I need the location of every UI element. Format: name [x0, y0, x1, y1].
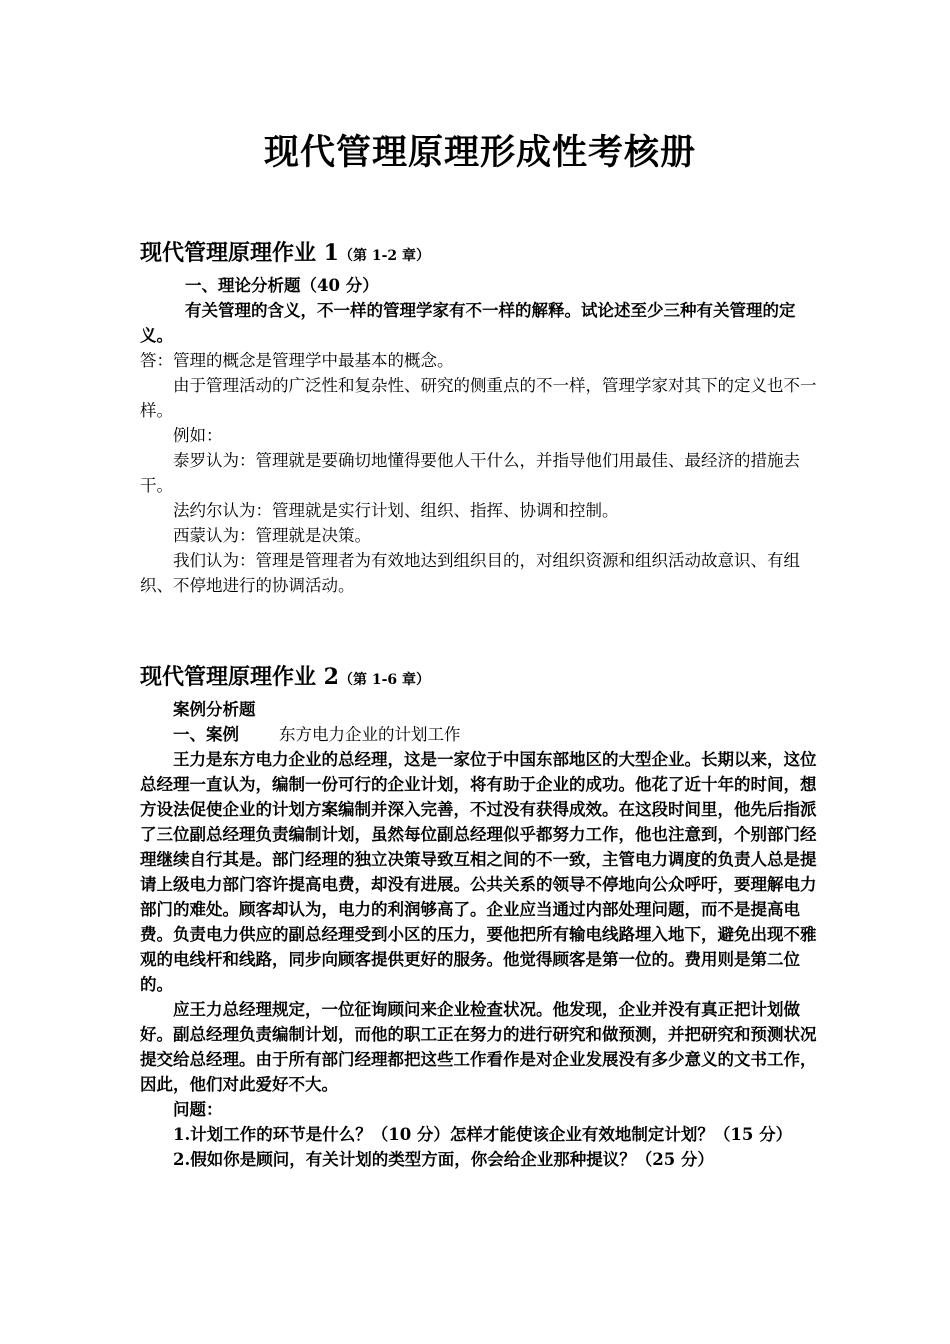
- assignment1-heading: [140, 236, 430, 267]
- answer-paragraph: 由于管理活动的广泛性和复杂性、研究的侧重点的不一样，管理学家对其下的定义也不一样。: [140, 376, 817, 420]
- assignment2-section: 案例分析题: [173, 700, 256, 719]
- case-title: 东方电力企业的计划工作: [279, 725, 461, 744]
- assignment2-heading-text: 现代管理原理作业 2: [140, 664, 339, 690]
- assignment1-body: [140, 273, 820, 598]
- question-item: 2.假如你是顾问，有关计划的类型方面，你会给企业那种提议？（25 分）: [173, 1150, 714, 1169]
- answer-paragraph: 我们认为：管理是管理者为有效地达到组织目的，对组织资源和组织活动故意识、有组织、不停地进行的协调活动。: [140, 551, 800, 595]
- answer-paragraph: 例如：: [173, 426, 223, 445]
- assignment2-body: [140, 697, 820, 1172]
- answer-paragraph: 西蒙认为：管理就是决策。: [173, 526, 371, 545]
- case-paragraph: 应王力总经理规定，一位征询顾问来企业检查状况。他发现，企业并没有真正把计划做好。副总经理负责编制计划，而他的职工正在努力的进行研究和做预测，并把研究和预测状况提交给总经理。由于所有部门经理都把这些工作看作是对企业发展没有多少意义的文书工作，因此，他们对此爱好不大。: [140, 1000, 817, 1094]
- document-title: 现代管理原理形成性考核册: [263, 132, 696, 173]
- assignment1-section: 一、理论分析题（40 分）: [185, 276, 379, 295]
- assignment1-question: 有关管理的含义，不一样的管理学家有不一样的解释。试论述至少三种有关管理的定义。: [140, 301, 796, 345]
- assignment1-heading-text: 现代管理原理作业 1: [140, 240, 339, 266]
- assignment2-heading: [140, 660, 430, 691]
- assignment1-chapter: （第 1-2 章）: [338, 248, 431, 264]
- answer-paragraph: 泰罗认为：管理就是要确切地懂得要他人干什么，并指导他们用最佳、最经济的措施去干。: [140, 451, 800, 495]
- case-label: 一、案例: [173, 725, 239, 744]
- case-paragraph: 王力是东方电力企业的总经理，这是一家位于中国东部地区的大型企业。长期以来，这位总经理一直认为，编制一份可行的企业计划，将有助于企业的成功。他花了近十年的时间，想方设法促使企业的计划方案编制并深入完善，不过没有获得成效。在这段时间里，他先后指派了三位副总经理负责编制计划，虽然每位副总经理似乎都努力工作，他也注意到，个别部门经理继续自行其是。部门经理的独立决策导致互相之间的不一致，主管电力调度的负责人总是提请上级电力部门容许提高电费，却没有进展。公共关系的领导不停地向公众呼吁，要理解电力部门的难处。顾客却认为，电力的利润够高了。企业应当通过内部处理问题，而不是提高电费。负责电力供应的副总经理受到小区的压力，要他把所有输电线路埋入地下，避免出现不雅观的电线杆和线路，同步向顾客提供更好的服务。他觉得顾客是第一位的。费用则是第二位的。: [140, 750, 817, 994]
- case-line: [140, 722, 820, 747]
- assignment1-answer-lead: 答：管理的概念是管理学中最基本的概念。: [140, 351, 454, 370]
- question-item: 1.计划工作的环节是什么？（10 分）怎样才能使该企业有效地制定计划？（15 分）: [173, 1125, 793, 1144]
- assignment2-chapter: （第 1-6 章）: [338, 672, 431, 688]
- answer-paragraph: 法约尔认为：管理就是实行计划、组织、指挥、协调和控制。: [173, 501, 619, 520]
- questions-label: 问题：: [173, 1100, 223, 1119]
